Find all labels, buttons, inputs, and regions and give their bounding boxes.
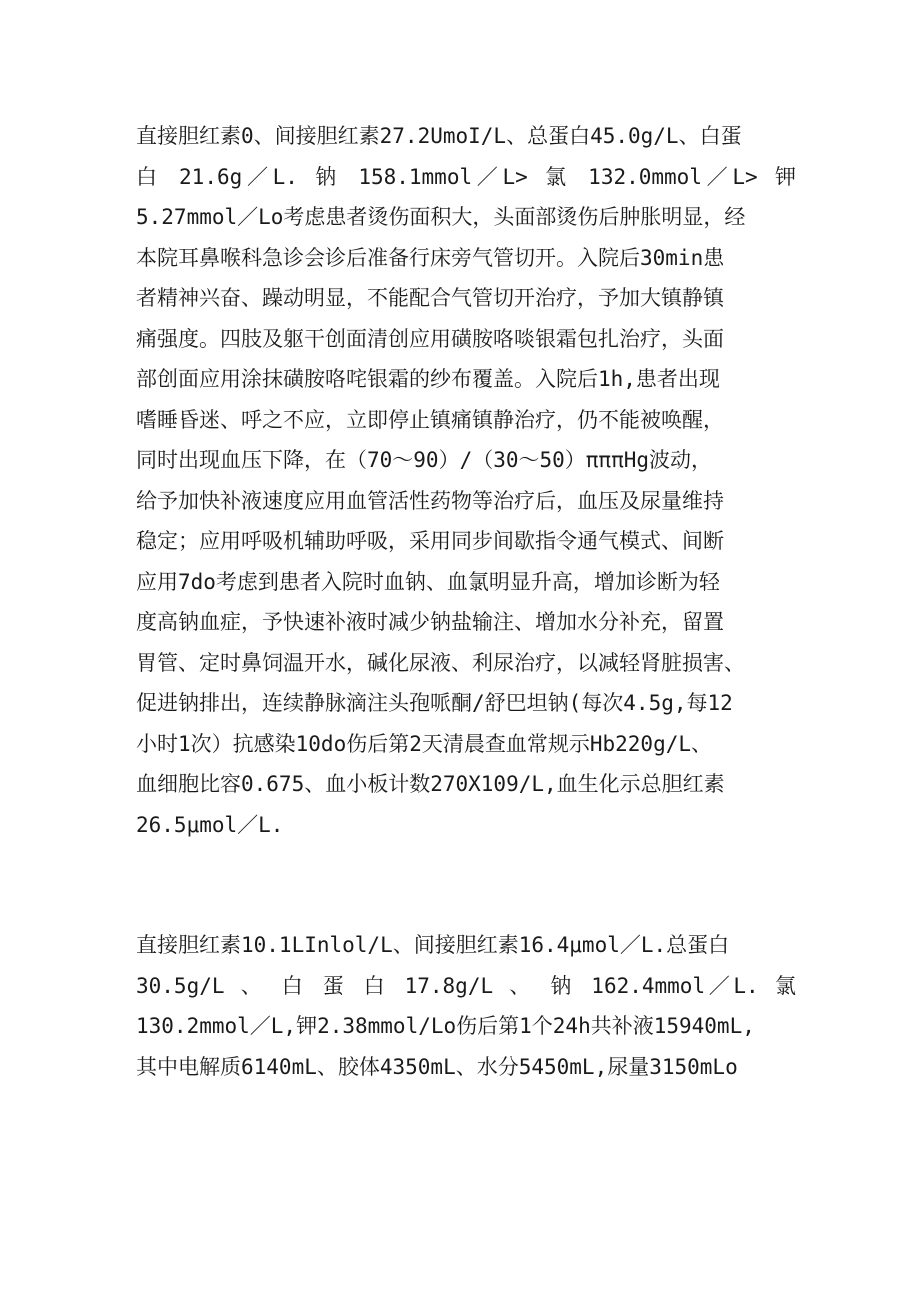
text-line: 稳定；应用呼吸机辅助呼吸，采用同步间歇指令通气模式、间断 <box>136 529 724 553</box>
text-line: 小时1次）抗感染10do伤后第2天清晨查血常规示Hb220g/L、 <box>136 731 713 756</box>
text-line: 者精神兴奋、躁动明显，不能配合气管切开治疗，予加大镇静镇 <box>136 286 724 310</box>
text-line: 给予加快补液速度应用血管活性药物等治疗后，血压及尿量维持 <box>136 488 724 513</box>
text-line: 本院耳鼻喉科急诊会诊后准备行床旁气管切开。入院后30min患 <box>136 245 725 270</box>
paragraph-2 <box>136 925 796 1087</box>
text-line: 30.5g/L 、 白 蛋 白 17.8g/L 、 钠 162.4mmol／L. 氯 <box>136 973 796 998</box>
text-line: 嗜睡昏迷、呼之不应，立即停止镇痛镇静治疗，仍不能被唤醒， <box>136 407 724 432</box>
text-line: 痛强度。四肢及躯干创面清创应用磺胺咯啖银霜包扎治疗，头面 <box>136 326 724 351</box>
text-line: 直接胆红素0、间接胆红素27.2UmoI/L、总蛋白45.0g/L、白蛋 <box>136 124 742 148</box>
text-line: 白 21.6g／L. 钠 158.1mmol／L> 氯 132.0mmol／L> 钾 <box>136 164 796 189</box>
text-line: 度高钠血症，予快速补液时减少钠盐输注、增加水分补充，留置 <box>136 610 724 634</box>
text-line: 其中电解质6140mL、胶体4350mL、水分5450mL,尿量3150mLo <box>136 1054 738 1079</box>
text-line: 130.2mmol／L,钾2.38mmol/Lo伤后第1个24h共补液15940mL, <box>136 1014 755 1038</box>
text-line: 26.5μmol／L. <box>136 812 284 837</box>
text-line: 应用7do考虑到患者入院时血钠、血氯明显升高，增加诊断为轻 <box>136 569 720 594</box>
text-line: 直接胆红素10.1LInlol/L、间接胆红素16.4μmol／L.总蛋白 <box>136 933 730 957</box>
text-line: 5.27mmol／Lo考虑患者烫伤面积大，头面部烫伤后肿胀明显，经 <box>136 205 746 229</box>
paragraph-1 <box>136 116 796 845</box>
text-line: 血细胞比容0.675、血小板计数270X109/L,血生化示总胆红素 <box>136 772 725 796</box>
text-line: 部创面应用涂抹磺胺咯咤银霜的纱布覆盖。入院后1h,患者出现 <box>136 367 720 391</box>
text-line: 胃管、定时鼻饲温开水，碱化尿液、利尿治疗，以减轻肾脏损害、 <box>136 650 745 675</box>
text-line: 促进钠排出，连续静脉滴注头孢哌酮/舒巴坦钠(每次4.5g,每12 <box>136 691 733 715</box>
text-line: 同时出现血压下降，在（70～90）/（30～50）πππHg波动， <box>136 448 713 472</box>
